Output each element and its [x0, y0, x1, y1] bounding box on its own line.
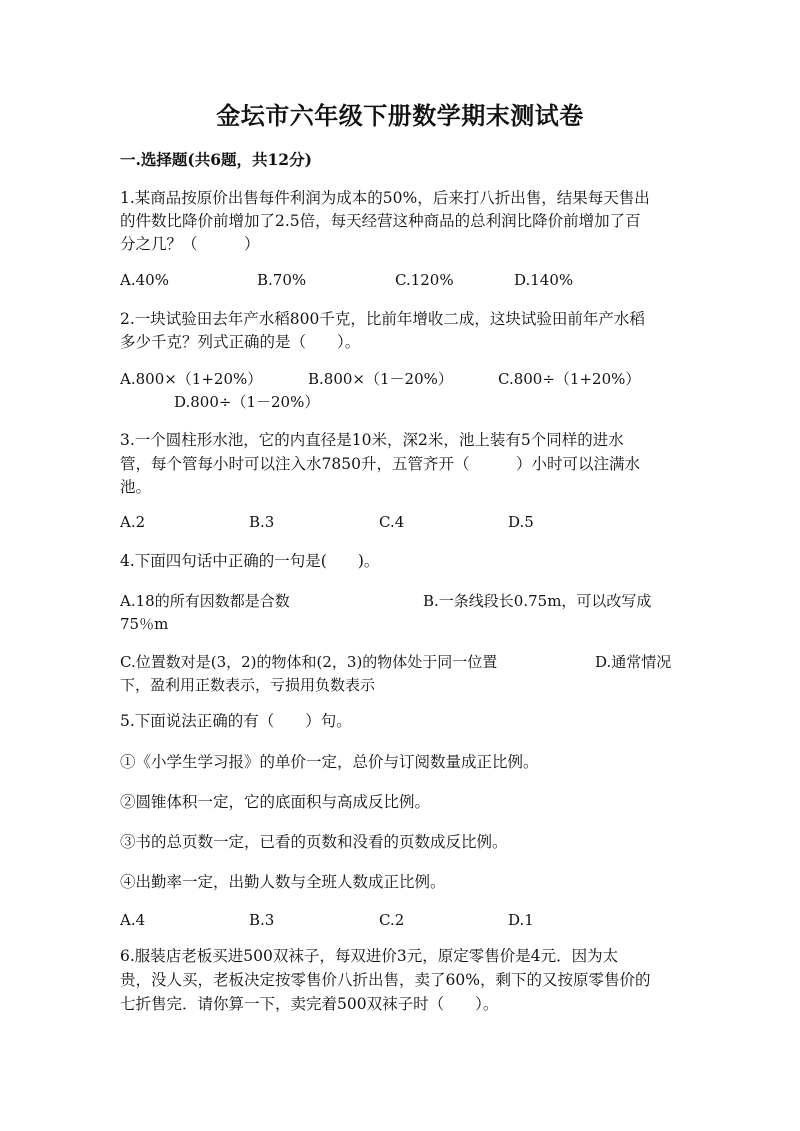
section-heading: 一.选择题(共6题，共12分)	[120, 150, 312, 169]
question-3-line-1: 3.一个圆柱形水池，它的内直径是10米，深2米，池上装有5个同样的进水	[120, 431, 624, 449]
question-4-option-d-continued: 下，盈利用正数表示，亏损用负数表示	[120, 676, 376, 694]
question-5-statement-2: ②圆锥体积一定，它的底面积与高成反比例。	[120, 793, 431, 811]
question-4-option-d: D.通常情况	[595, 653, 672, 671]
question-3-option-a: A.2	[120, 513, 146, 531]
question-5-statement-3: ③书的总页数一定，已看的页数和没看的页数成反比例。	[120, 833, 508, 851]
question-4-option-c: C.位置数对是(3，2)的物体和(2，3)的物体处于同一位置	[120, 653, 498, 671]
question-3-option-c: C.4	[379, 513, 405, 531]
question-1-option-a: A.40%	[120, 271, 169, 289]
question-5-statement-1: ①《小学生学习报》的单价一定，总价与订阅数量成正比例。	[120, 753, 539, 771]
question-2-line-1: 2.一块试验田去年产水稻800千克，比前年增收二成，这块试验田前年产水稻	[120, 310, 645, 328]
question-2-option-a: A.800×（1+20%）	[120, 370, 263, 388]
question-3-line-3: 池。	[120, 478, 152, 496]
question-5-line-1: 5.下面说法正确的有（ ）句。	[120, 712, 352, 730]
question-2-option-d: D.800÷（1－20%）	[174, 393, 320, 411]
question-5-statement-4: ④出勤率一定，出勤人数与全班人数成正比例。	[120, 873, 446, 891]
question-4-option-a: A.18的所有因数都是合数	[120, 592, 290, 610]
question-6-line-2: 贵，没人买，老板决定按零售价八折出售，卖了60%，剩下的又按原零售价的	[120, 971, 651, 989]
question-5-option-a: A.4	[120, 911, 146, 929]
question-1-line-1: 1.某商品按原价出售每件利润为成本的50%，后来打八折出售，结果每天售出	[120, 189, 650, 207]
page-title: 金坛市六年级下册数学期末测试卷	[216, 101, 584, 130]
question-3-option-b: B.3	[249, 513, 275, 531]
question-1-option-c: C.120%	[395, 271, 454, 289]
question-1-line-2: 的件数比降价前增加了2.5倍，每天经营这种商品的总利润比降价前增加了百	[120, 212, 641, 230]
question-1-option-d: D.140%	[514, 271, 574, 289]
question-1-line-3: 分之几？（ ）	[120, 235, 260, 253]
question-2-option-b: B.800×（1－20%）	[308, 370, 453, 388]
question-6-line-1: 6.服装店老板买进500双袜子，每双进价3元，原定零售价是4元．因为太	[120, 947, 619, 965]
question-5-option-c: C.2	[379, 911, 405, 929]
question-5-option-b: B.3	[249, 911, 275, 929]
question-4-option-b: B.一条线段长0.75m，可以改写成	[423, 592, 652, 610]
question-6-line-3: 七折售完．请你算一下，卖完着500双袜子时（ ）。	[120, 995, 499, 1013]
question-4-line-1: 4.下面四句话中正确的一句是( )。	[120, 552, 380, 570]
question-2-option-c: C.800÷（1+20%）	[498, 370, 641, 388]
question-3-option-d: D.5	[508, 513, 534, 531]
question-4-option-b-continued: 75％m	[120, 615, 169, 633]
question-1-option-b: B.70%	[257, 271, 307, 289]
question-2-line-2: 多少千克？列式正确的是（ ）。	[120, 333, 361, 351]
question-3-line-2: 管，每个管每小时可以注入水7850升，五管齐开（ ）小时可以注满水	[120, 455, 640, 473]
question-5-option-d: D.1	[508, 911, 534, 929]
